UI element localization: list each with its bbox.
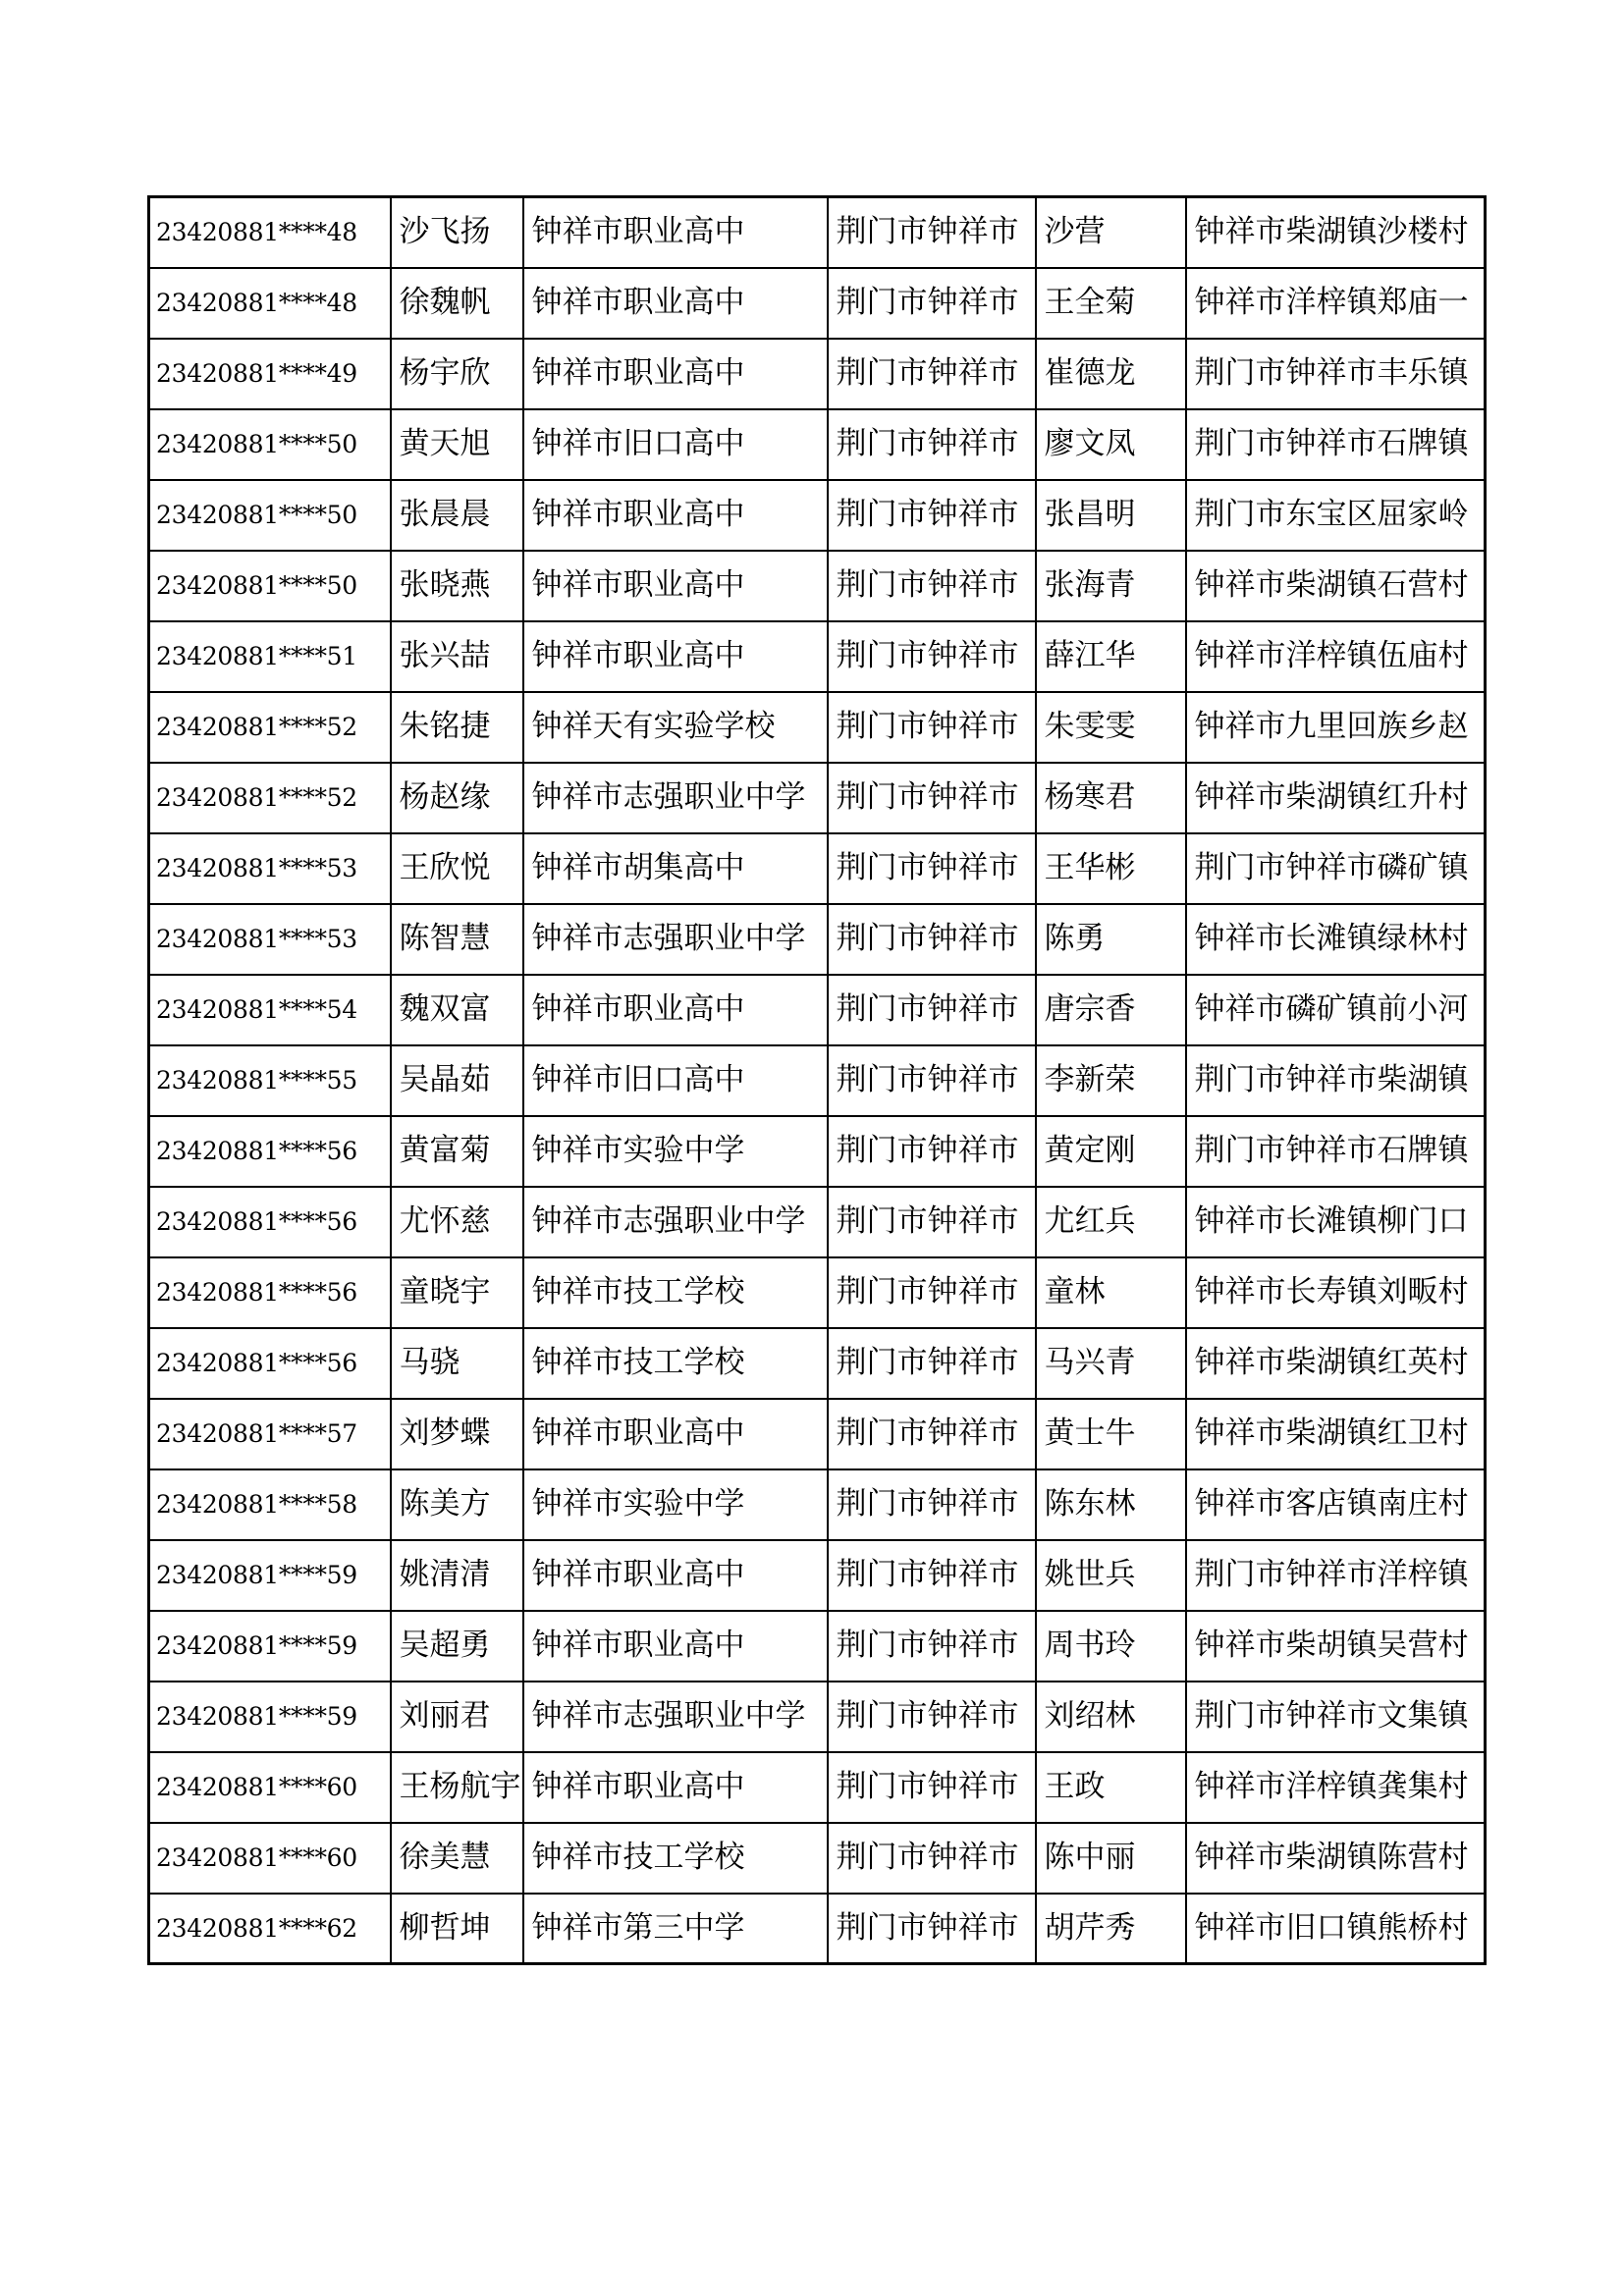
address-cell: 钟祥市长滩镇柳门口 xyxy=(1186,1187,1486,1257)
school-cell: 钟祥市旧口高中 xyxy=(523,1045,828,1116)
id-cell: 23420881****62 xyxy=(149,1894,391,1964)
address-cell: 钟祥市长滩镇绿林村 xyxy=(1186,904,1486,975)
id-cell: 23420881****51 xyxy=(149,621,391,692)
address-cell: 钟祥市九里回族乡赵 xyxy=(1186,692,1486,763)
school-cell: 钟祥市职业高中 xyxy=(523,621,828,692)
city-cell: 荆门市钟祥市 xyxy=(828,904,1036,975)
id-cell: 23420881****54 xyxy=(149,975,391,1045)
city-cell: 荆门市钟祥市 xyxy=(828,339,1036,409)
school-cell: 钟祥市志强职业中学 xyxy=(523,904,828,975)
school-cell: 钟祥市志强职业中学 xyxy=(523,1187,828,1257)
name-cell: 王欣悦 xyxy=(391,833,523,904)
table-row xyxy=(149,1469,1486,1540)
city-cell: 荆门市钟祥市 xyxy=(828,1257,1036,1328)
table-row xyxy=(149,339,1486,409)
guardian-cell: 黄定刚 xyxy=(1036,1116,1186,1187)
guardian-cell: 王政 xyxy=(1036,1752,1186,1823)
school-cell: 钟祥天有实验学校 xyxy=(523,692,828,763)
guardian-cell: 沙营 xyxy=(1036,197,1186,268)
address-cell: 钟祥市旧口镇熊桥村 xyxy=(1186,1894,1486,1964)
school-cell: 钟祥市职业高中 xyxy=(523,339,828,409)
guardian-cell: 唐宗香 xyxy=(1036,975,1186,1045)
guardian-cell: 王全菊 xyxy=(1036,268,1186,339)
name-cell: 姚清清 xyxy=(391,1540,523,1611)
name-cell: 沙飞扬 xyxy=(391,197,523,268)
school-cell: 钟祥市职业高中 xyxy=(523,1540,828,1611)
city-cell: 荆门市钟祥市 xyxy=(828,1116,1036,1187)
school-cell: 钟祥市职业高中 xyxy=(523,551,828,621)
address-cell: 钟祥市洋梓镇郑庙一 xyxy=(1186,268,1486,339)
name-cell: 陈智慧 xyxy=(391,904,523,975)
guardian-cell: 陈勇 xyxy=(1036,904,1186,975)
guardian-cell: 朱雯雯 xyxy=(1036,692,1186,763)
guardian-cell: 陈中丽 xyxy=(1036,1823,1186,1894)
guardian-cell: 胡芹秀 xyxy=(1036,1894,1186,1964)
address-cell: 荆门市东宝区屈家岭 xyxy=(1186,480,1486,551)
id-cell: 23420881****53 xyxy=(149,904,391,975)
school-cell: 钟祥市职业高中 xyxy=(523,975,828,1045)
guardian-cell: 张昌明 xyxy=(1036,480,1186,551)
guardian-cell: 杨寒君 xyxy=(1036,763,1186,833)
id-cell: 23420881****50 xyxy=(149,551,391,621)
address-cell: 钟祥市洋梓镇龚集村 xyxy=(1186,1752,1486,1823)
guardian-cell: 刘绍林 xyxy=(1036,1682,1186,1752)
school-cell: 钟祥市职业高中 xyxy=(523,480,828,551)
city-cell: 荆门市钟祥市 xyxy=(828,1611,1036,1682)
school-cell: 钟祥市职业高中 xyxy=(523,197,828,268)
name-cell: 张兴喆 xyxy=(391,621,523,692)
name-cell: 陈美方 xyxy=(391,1469,523,1540)
name-cell: 杨宇欣 xyxy=(391,339,523,409)
name-cell: 魏双富 xyxy=(391,975,523,1045)
table-row xyxy=(149,621,1486,692)
city-cell: 荆门市钟祥市 xyxy=(828,1187,1036,1257)
table-row xyxy=(149,1894,1486,1964)
city-cell: 荆门市钟祥市 xyxy=(828,1328,1036,1399)
table-row xyxy=(149,1045,1486,1116)
school-cell: 钟祥市技工学校 xyxy=(523,1257,828,1328)
name-cell: 张晓燕 xyxy=(391,551,523,621)
table-row xyxy=(149,1823,1486,1894)
id-cell: 23420881****50 xyxy=(149,480,391,551)
name-cell: 柳哲坤 xyxy=(391,1894,523,1964)
city-cell: 荆门市钟祥市 xyxy=(828,1469,1036,1540)
school-cell: 钟祥市志强职业中学 xyxy=(523,1682,828,1752)
name-cell: 徐魏帆 xyxy=(391,268,523,339)
guardian-cell: 姚世兵 xyxy=(1036,1540,1186,1611)
city-cell: 荆门市钟祥市 xyxy=(828,1894,1036,1964)
table-row xyxy=(149,1187,1486,1257)
guardian-cell: 陈东林 xyxy=(1036,1469,1186,1540)
id-cell: 23420881****49 xyxy=(149,339,391,409)
guardian-cell: 王华彬 xyxy=(1036,833,1186,904)
guardian-cell: 周书玲 xyxy=(1036,1611,1186,1682)
address-cell: 钟祥市柴湖镇红卫村 xyxy=(1186,1399,1486,1469)
guardian-cell: 黄士牛 xyxy=(1036,1399,1186,1469)
roster-table xyxy=(147,195,1487,1965)
city-cell: 荆门市钟祥市 xyxy=(828,1540,1036,1611)
guardian-cell: 李新荣 xyxy=(1036,1045,1186,1116)
address-cell: 钟祥市柴湖镇红升村 xyxy=(1186,763,1486,833)
city-cell: 荆门市钟祥市 xyxy=(828,480,1036,551)
guardian-cell: 尤红兵 xyxy=(1036,1187,1186,1257)
school-cell: 钟祥市志强职业中学 xyxy=(523,763,828,833)
address-cell: 钟祥市磷矿镇前小河 xyxy=(1186,975,1486,1045)
table-row xyxy=(149,692,1486,763)
name-cell: 马骁 xyxy=(391,1328,523,1399)
id-cell: 23420881****48 xyxy=(149,268,391,339)
address-cell: 钟祥市柴湖镇红英村 xyxy=(1186,1328,1486,1399)
school-cell: 钟祥市职业高中 xyxy=(523,1611,828,1682)
table-row xyxy=(149,551,1486,621)
name-cell: 王杨航宇 xyxy=(391,1752,523,1823)
name-cell: 黄富菊 xyxy=(391,1116,523,1187)
table-row xyxy=(149,1752,1486,1823)
id-cell: 23420881****52 xyxy=(149,692,391,763)
school-cell: 钟祥市技工学校 xyxy=(523,1823,828,1894)
id-cell: 23420881****59 xyxy=(149,1540,391,1611)
name-cell: 刘丽君 xyxy=(391,1682,523,1752)
table-row xyxy=(149,904,1486,975)
id-cell: 23420881****56 xyxy=(149,1328,391,1399)
table-row xyxy=(149,975,1486,1045)
city-cell: 荆门市钟祥市 xyxy=(828,268,1036,339)
table-row xyxy=(149,480,1486,551)
city-cell: 荆门市钟祥市 xyxy=(828,1823,1036,1894)
name-cell: 朱铭捷 xyxy=(391,692,523,763)
address-cell: 荆门市钟祥市石牌镇 xyxy=(1186,409,1486,480)
city-cell: 荆门市钟祥市 xyxy=(828,763,1036,833)
address-cell: 钟祥市洋梓镇伍庙村 xyxy=(1186,621,1486,692)
table-row xyxy=(149,1611,1486,1682)
id-cell: 23420881****59 xyxy=(149,1682,391,1752)
city-cell: 荆门市钟祥市 xyxy=(828,1682,1036,1752)
school-cell: 钟祥市旧口高中 xyxy=(523,409,828,480)
id-cell: 23420881****56 xyxy=(149,1187,391,1257)
name-cell: 张晨晨 xyxy=(391,480,523,551)
guardian-cell: 崔德龙 xyxy=(1036,339,1186,409)
id-cell: 23420881****58 xyxy=(149,1469,391,1540)
address-cell: 钟祥市客店镇南庄村 xyxy=(1186,1469,1486,1540)
address-cell: 荆门市钟祥市洋梓镇 xyxy=(1186,1540,1486,1611)
city-cell: 荆门市钟祥市 xyxy=(828,1045,1036,1116)
school-cell: 钟祥市职业高中 xyxy=(523,268,828,339)
table-row xyxy=(149,1399,1486,1469)
address-cell: 荆门市钟祥市文集镇 xyxy=(1186,1682,1486,1752)
school-cell: 钟祥市职业高中 xyxy=(523,1399,828,1469)
id-cell: 23420881****60 xyxy=(149,1752,391,1823)
address-cell: 钟祥市长寿镇刘畈村 xyxy=(1186,1257,1486,1328)
name-cell: 徐美慧 xyxy=(391,1823,523,1894)
id-cell: 23420881****52 xyxy=(149,763,391,833)
id-cell: 23420881****48 xyxy=(149,197,391,268)
name-cell: 吴超勇 xyxy=(391,1611,523,1682)
guardian-cell: 廖文凤 xyxy=(1036,409,1186,480)
name-cell: 尤怀慈 xyxy=(391,1187,523,1257)
id-cell: 23420881****56 xyxy=(149,1116,391,1187)
id-cell: 23420881****55 xyxy=(149,1045,391,1116)
id-cell: 23420881****50 xyxy=(149,409,391,480)
school-cell: 钟祥市胡集高中 xyxy=(523,833,828,904)
city-cell: 荆门市钟祥市 xyxy=(828,692,1036,763)
table-row xyxy=(149,1540,1486,1611)
table-row xyxy=(149,763,1486,833)
table-row xyxy=(149,197,1486,268)
address-cell: 钟祥市柴湖镇陈营村 xyxy=(1186,1823,1486,1894)
city-cell: 荆门市钟祥市 xyxy=(828,409,1036,480)
name-cell: 黄天旭 xyxy=(391,409,523,480)
school-cell: 钟祥市第三中学 xyxy=(523,1894,828,1964)
table-row xyxy=(149,268,1486,339)
city-cell: 荆门市钟祥市 xyxy=(828,1399,1036,1469)
table-row xyxy=(149,1257,1486,1328)
guardian-cell: 童林 xyxy=(1036,1257,1186,1328)
guardian-cell: 张海青 xyxy=(1036,551,1186,621)
city-cell: 荆门市钟祥市 xyxy=(828,975,1036,1045)
id-cell: 23420881****59 xyxy=(149,1611,391,1682)
school-cell: 钟祥市技工学校 xyxy=(523,1328,828,1399)
name-cell: 童晓宇 xyxy=(391,1257,523,1328)
city-cell: 荆门市钟祥市 xyxy=(828,833,1036,904)
address-cell: 荆门市钟祥市丰乐镇 xyxy=(1186,339,1486,409)
address-cell: 钟祥市柴湖镇沙楼村 xyxy=(1186,197,1486,268)
table-row xyxy=(149,1682,1486,1752)
school-cell: 钟祥市职业高中 xyxy=(523,1752,828,1823)
id-cell: 23420881****56 xyxy=(149,1257,391,1328)
city-cell: 荆门市钟祥市 xyxy=(828,621,1036,692)
address-cell: 荆门市钟祥市柴湖镇 xyxy=(1186,1045,1486,1116)
name-cell: 吴晶茹 xyxy=(391,1045,523,1116)
table-row xyxy=(149,409,1486,480)
address-cell: 钟祥市柴胡镇吴营村 xyxy=(1186,1611,1486,1682)
id-cell: 23420881****60 xyxy=(149,1823,391,1894)
address-cell: 荆门市钟祥市磷矿镇 xyxy=(1186,833,1486,904)
roster-table-body xyxy=(149,197,1486,1964)
name-cell: 杨赵缘 xyxy=(391,763,523,833)
table-row xyxy=(149,1116,1486,1187)
guardian-cell: 马兴青 xyxy=(1036,1328,1186,1399)
city-cell: 荆门市钟祥市 xyxy=(828,1752,1036,1823)
table-row xyxy=(149,833,1486,904)
address-cell: 钟祥市柴湖镇石营村 xyxy=(1186,551,1486,621)
guardian-cell: 薛江华 xyxy=(1036,621,1186,692)
school-cell: 钟祥市实验中学 xyxy=(523,1469,828,1540)
address-cell: 荆门市钟祥市石牌镇 xyxy=(1186,1116,1486,1187)
table-row xyxy=(149,1328,1486,1399)
school-cell: 钟祥市实验中学 xyxy=(523,1116,828,1187)
id-cell: 23420881****57 xyxy=(149,1399,391,1469)
city-cell: 荆门市钟祥市 xyxy=(828,551,1036,621)
name-cell: 刘梦蝶 xyxy=(391,1399,523,1469)
city-cell: 荆门市钟祥市 xyxy=(828,197,1036,268)
id-cell: 23420881****53 xyxy=(149,833,391,904)
